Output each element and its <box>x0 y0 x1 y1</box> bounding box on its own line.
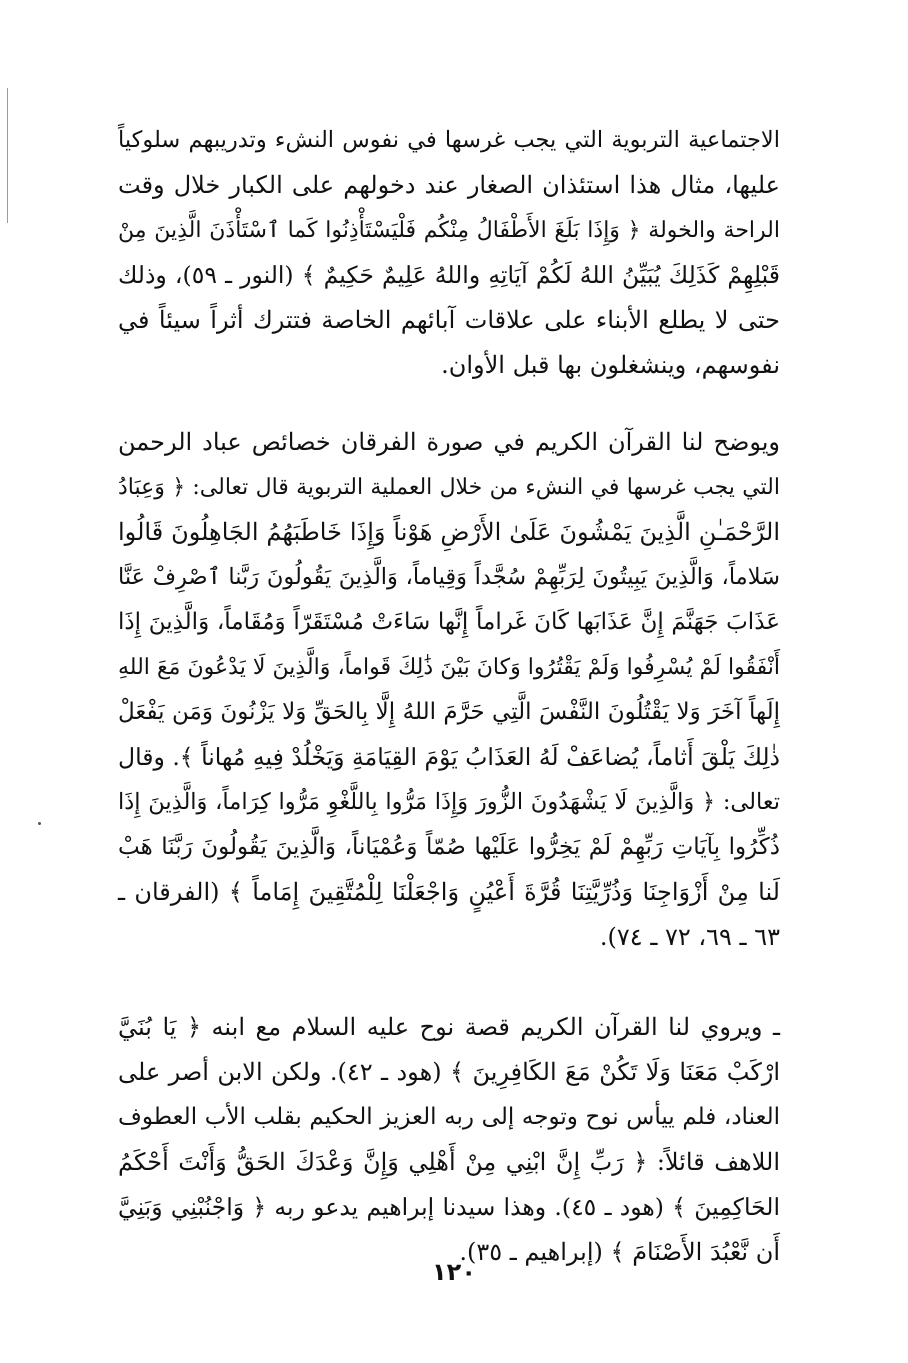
text-line: أَن نَّعْبُدَ الأَصْنَامَ ﴾ (إبراهيم ـ ٣٥). <box>459 1238 780 1266</box>
text-line: أَنْفَقُوا لَمْ يُسْرِفُوا وَلَمْ يَقْتُرُوا وَكانَ بَيْنَ ذَٰلِكَ قَواماً، وَالَّذِينَ لَا يَدْعُونَ مَعَ اللهِ <box>118 655 780 680</box>
text-line: اللاهف قائلاً: ﴿ رَبِّ إِنَّ ابْنِي مِنْ أَهْلِي وَإِنَّ وَعْدَكَ الحَقُّ وَأَنْتَ أَحْكَمُ <box>118 1148 780 1176</box>
text-line: عَذَابَ جَهَنَّمَ إِنَّ عَذَابَها كَانَ غَراماً إِنَّها سَاءَتْ مُسْتَقَرّاً وَمُقَاماً، وَالَّذِينَ إِذَا <box>118 609 780 635</box>
page-number: ١٢٠ <box>432 1258 476 1286</box>
text-line: ٦٣ ـ ٦٩، ٧٢ ـ ٧٤). <box>599 923 780 951</box>
text-line: ـ ويروي لنا القرآن الكريم قصة نوح عليه السلام مع ابنه ﴿ يَا بُنَيَّ <box>118 1013 780 1041</box>
text-line: لَنا مِنْ أَزْوَاجِنَا وَذُرِّيَّتِنَا قُرَّةَ أَعْيُنٍ وَاجْعَلْنَا لِلْمُتَّقِينَ إِمَاماً ﴾ (الفرقان ـ <box>118 878 780 906</box>
text-line: الحَاكِمِينَ ﴾ (هود ـ ٤٥). وهذا سيدنا إبراهيم يدعو ربه ﴿ وَاجْنُبْنِي وَبَنِيَّ <box>118 1193 780 1221</box>
paragraph-1 <box>118 118 780 388</box>
text-line: ذٰلِكَ يَلْقَ أَثاماً، يُضاعَفْ لَهُ العَذَابُ يَوْمَ القِيَامَةِ وَيَخْلُدْ فِيهِ مُهاناً ﴾. وقال <box>118 743 780 771</box>
text-line: عليها، مثال هذا استئذان الصغار عند دخولهم على الكبار خلال وقت <box>118 171 780 199</box>
text-line: العناد، فلم ييأس نوح وتوجه إلى ربه العزيز الحكيم بقلب الأب العطوف <box>118 1104 780 1130</box>
paragraph-3 <box>118 1005 780 1275</box>
text-line: ذُكِّرُوا بِآيَاتِ رَبِّهِمْ لَمْ يَخِرُّوا عَلَيْها صُمّاً وَعُمْيَاناً، وَالَّذِينَ يَقُولُونَ رَبَّنَا هَبْ <box>118 834 780 860</box>
text-line: التي يجب غرسها في النشء من خلال العملية التربوية قال تعالى: ﴿ وَعِبَادُ <box>118 475 780 500</box>
text-line: الرَّحْمَـٰنِ الَّذِينَ يَمْشُونَ عَلَىٰ الأَرْضِ هَوْناً وَإِذَا خَاطَبَهُمُ الجَاهِلُونَ قَالُوا <box>118 518 780 546</box>
text-line: حتى لا يطلع الأبناء على علاقات آبائهم الخاصة فتترك أثراً سيئاً في <box>118 306 780 334</box>
text-line: ارْكَبْ مَعَنَا وَلَا تَكُنْ مَعَ الكَافِرِينَ ﴾ (هود ـ ٤٢). ولكن الابن أصر على <box>118 1058 780 1086</box>
text-line: نفوسهم، وينشغلون بها قبل الأوان. <box>441 351 780 379</box>
text-line: قَبْلِهِمْ كَذَلِكَ يُبَيِّنُ اللهُ لَكُمْ آيَاتِهِ واللهُ عَلِيمٌ حَكِيمٌ ﴾ (النور ـ ٥٩)، وذلك <box>118 261 780 289</box>
scan-speck <box>38 822 41 825</box>
text-line: تعالى: ﴿ وَالَّذِينَ لَا يَشْهَدُونَ الزُّورَ وَإِذَا مَرُّوا بِاللَّغْوِ مَرُّوا كِرَاماً، وَالَّذِينَ إِذَا <box>118 789 780 815</box>
page-edge-line <box>7 88 8 223</box>
paragraph-2 <box>118 420 780 960</box>
text-line: إِلَهاً آخَرَ وَلا يَقْتُلُونَ النَّفْسَ الَّتِي حَرَّمَ اللهُ إِلَّا بِالحَقِّ وَلا يَزْنُونَ وَمَن يَفْعَلْ <box>118 699 780 725</box>
text-line: الراحة والخولة ﴿ وَإِذَا بَلَغَ الأَطْفَالُ مِنْكُم فَلْيَسْتَأْذِنُوا كَما ٱسْتَأْذَنَ الَّذِينَ مِنْ <box>118 218 780 243</box>
text-line: سَلاماً، وَالَّذِينَ يَبِيتُونَ لِرَبِّهِمْ سُجَّداً وَقِياماً، وَالَّذِينَ يَقُولُونَ رَبَّنا ٱصْرِفْ عَنَّا <box>118 564 780 590</box>
text-line: الاجتماعية التربوية التي يجب غرسها في نفوس النشء وتدريبهم سلوكياً <box>118 127 780 153</box>
page-body <box>118 118 780 1275</box>
text-line: ويوضح لنا القرآن الكريم في صورة الفرقان خصائص عباد الرحمن <box>118 428 780 456</box>
